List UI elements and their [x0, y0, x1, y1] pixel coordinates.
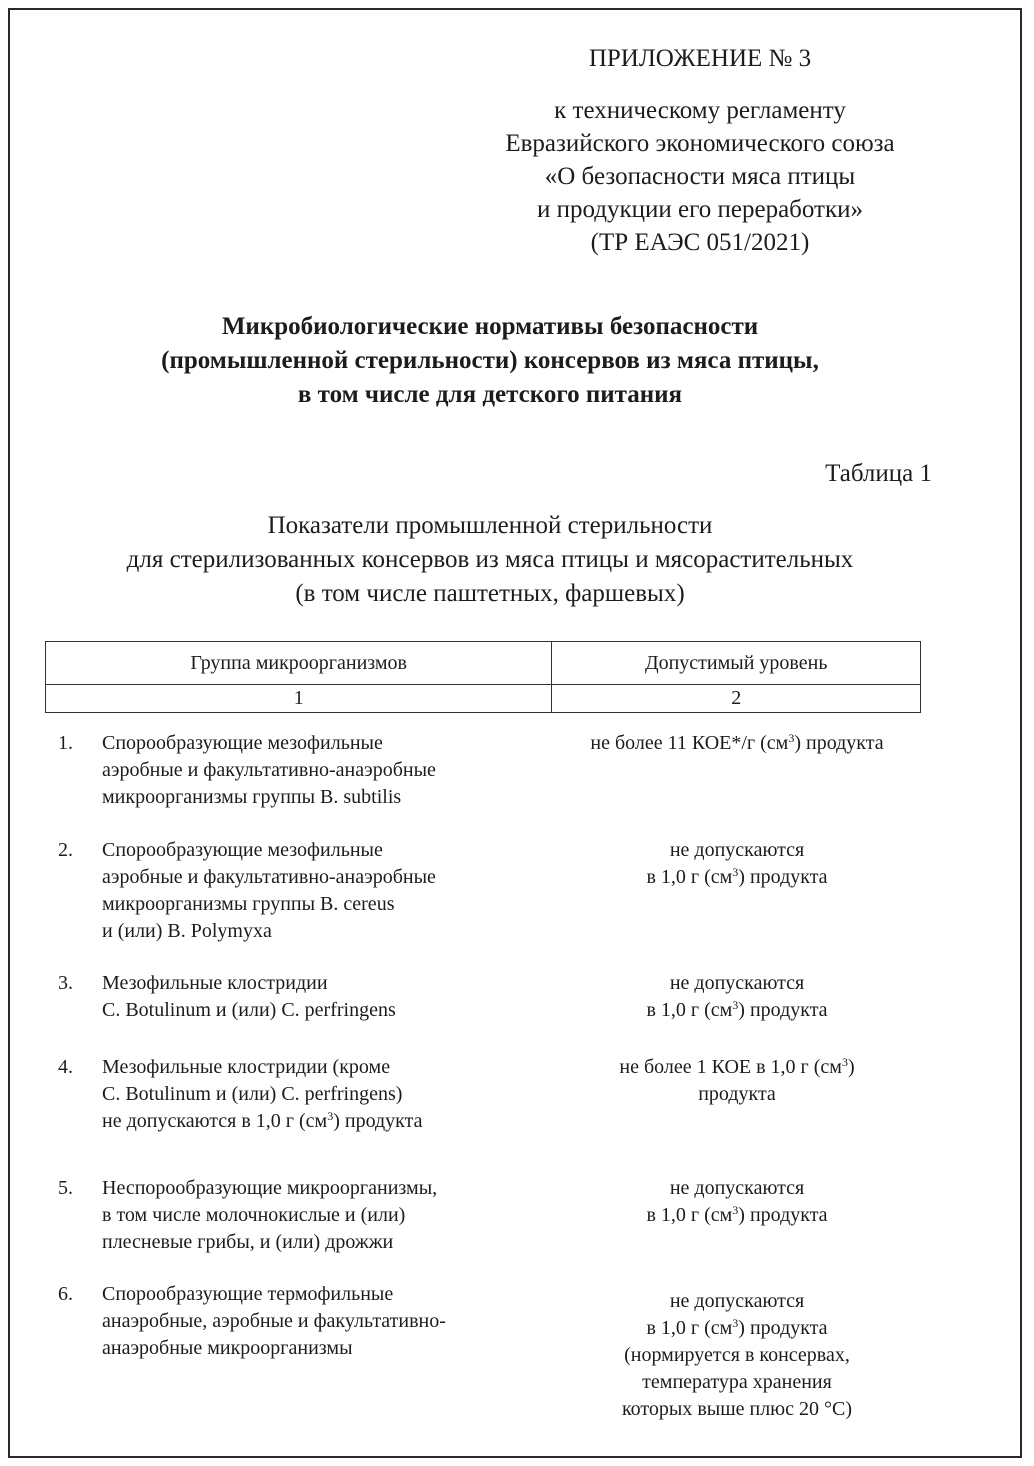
level-line: не допускаются [669, 1177, 805, 1199]
level-line: температура хранения [642, 1371, 832, 1393]
row-number: 6. [58, 1283, 73, 1305]
level-line: не более 11 КОЕ*/г $(см^3)$ продукта [590, 731, 884, 754]
microorganism-group [102, 1054, 522, 1135]
group-line: аэробные и факультативно-анаэробные [102, 759, 436, 781]
microorganism-group [102, 1281, 522, 1362]
group-line: плесневые грибы, и (или) дрожжи [102, 1231, 394, 1253]
annex-reference [470, 94, 930, 259]
column-header-level: Допустимый уровень [552, 642, 921, 685]
table-number: Таблица 1 [825, 460, 932, 487]
caption-line: для стерилизованных консервов из мяса птицы и мясорастительных [126, 546, 854, 573]
column-number: 1 [46, 685, 552, 713]
document-heading [40, 310, 940, 412]
group-line: и (или) B. Polymyxa [102, 920, 272, 942]
group-line: C. Botulinum и (или) C. perfringens [102, 999, 396, 1021]
group-line: не допускаются в 1,0 г $(см^3)$ продукта [102, 1109, 423, 1132]
annex-line: (ТР ЕАЭС 051/2021) [590, 229, 810, 256]
row-number: 5. [58, 1177, 73, 1199]
row-number: 1. [58, 732, 73, 754]
microorganism-group [102, 837, 522, 945]
row-number: 3. [58, 972, 73, 994]
annex-title: ПРИЛОЖЕНИЕ № 3 [588, 45, 812, 72]
level-line: не более 1 КОЕ в 1,0 г $(см^3)$ [619, 1055, 855, 1078]
group-line: Мезофильные клостридии [102, 972, 328, 994]
level-line: не допускаются [669, 839, 805, 861]
level-line: в 1,0 г $(см^3)$ продукта [646, 998, 828, 1021]
group-line: анаэробные микроорганизмы [102, 1337, 353, 1359]
heading-line: Микробиологические нормативы безопасности [221, 313, 759, 340]
level-line: не допускаются [669, 1290, 805, 1312]
group-line: C. Botulinum и (или) C. perfringens) [102, 1083, 403, 1105]
group-line: микроорганизмы группы B. cereus [102, 893, 395, 915]
column-header-group: Группа микроорганизмов [46, 642, 552, 685]
caption-line: Показатели промышленной стерильности [267, 512, 713, 539]
permissible-level [552, 1288, 922, 1423]
permissible-level [552, 730, 922, 757]
group-line: аэробные и факультативно-анаэробные [102, 866, 436, 888]
column-number: 2 [552, 685, 921, 713]
table-header [45, 641, 921, 713]
heading-line: в том числе для детского питания [297, 381, 683, 408]
group-line: микроорганизмы группы B. subtilis [102, 786, 402, 808]
level-line: которых выше плюс 20 °С) [621, 1398, 852, 1420]
permissible-level [552, 837, 922, 891]
group-line: Мезофильные клостридии (кроме [102, 1056, 391, 1078]
annex-line: «О безопасности мяса птицы [544, 163, 856, 190]
microorganism-group [102, 1175, 522, 1256]
heading-line: (промышленной стерильности) консервов из мяса птицы, [161, 347, 819, 374]
row-number: 2. [58, 839, 73, 861]
group-line: Спорообразующие термофильные [102, 1283, 394, 1305]
level-line: в 1,0 г $(см^3)$ продукта [646, 1316, 828, 1339]
caption-line: (в том числе паштетных, фаршевых) [295, 580, 685, 607]
level-line: продукта [698, 1083, 776, 1105]
table-caption [40, 509, 940, 611]
annex-line: к техническому регламенту [554, 97, 846, 124]
microorganism-group [102, 730, 522, 811]
permissible-level [552, 1054, 922, 1108]
group-line: анаэробные, аэробные и факультативно- [102, 1310, 446, 1332]
group-line: Спорообразующие мезофильные [102, 732, 383, 754]
level-line: в 1,0 г $(см^3)$ продукта [646, 1203, 828, 1226]
group-line: в том числе молочнокислые и (или) [102, 1204, 406, 1226]
row-number: 4. [58, 1056, 73, 1078]
level-line: (нормируется в консервах, [624, 1344, 850, 1366]
level-line: не допускаются [669, 972, 805, 994]
permissible-level [552, 970, 922, 1024]
level-line: в 1,0 г $(см^3)$ продукта [646, 865, 828, 888]
permissible-level [552, 1175, 922, 1229]
annex-line: и продукции его переработки» [536, 196, 864, 223]
annex-line: Евразийского экономического союза [505, 130, 895, 157]
group-line: Спорообразующие мезофильные [102, 839, 383, 861]
microorganism-group [102, 970, 522, 1024]
group-line: Неспорообразующие микроорганизмы, [102, 1177, 438, 1199]
